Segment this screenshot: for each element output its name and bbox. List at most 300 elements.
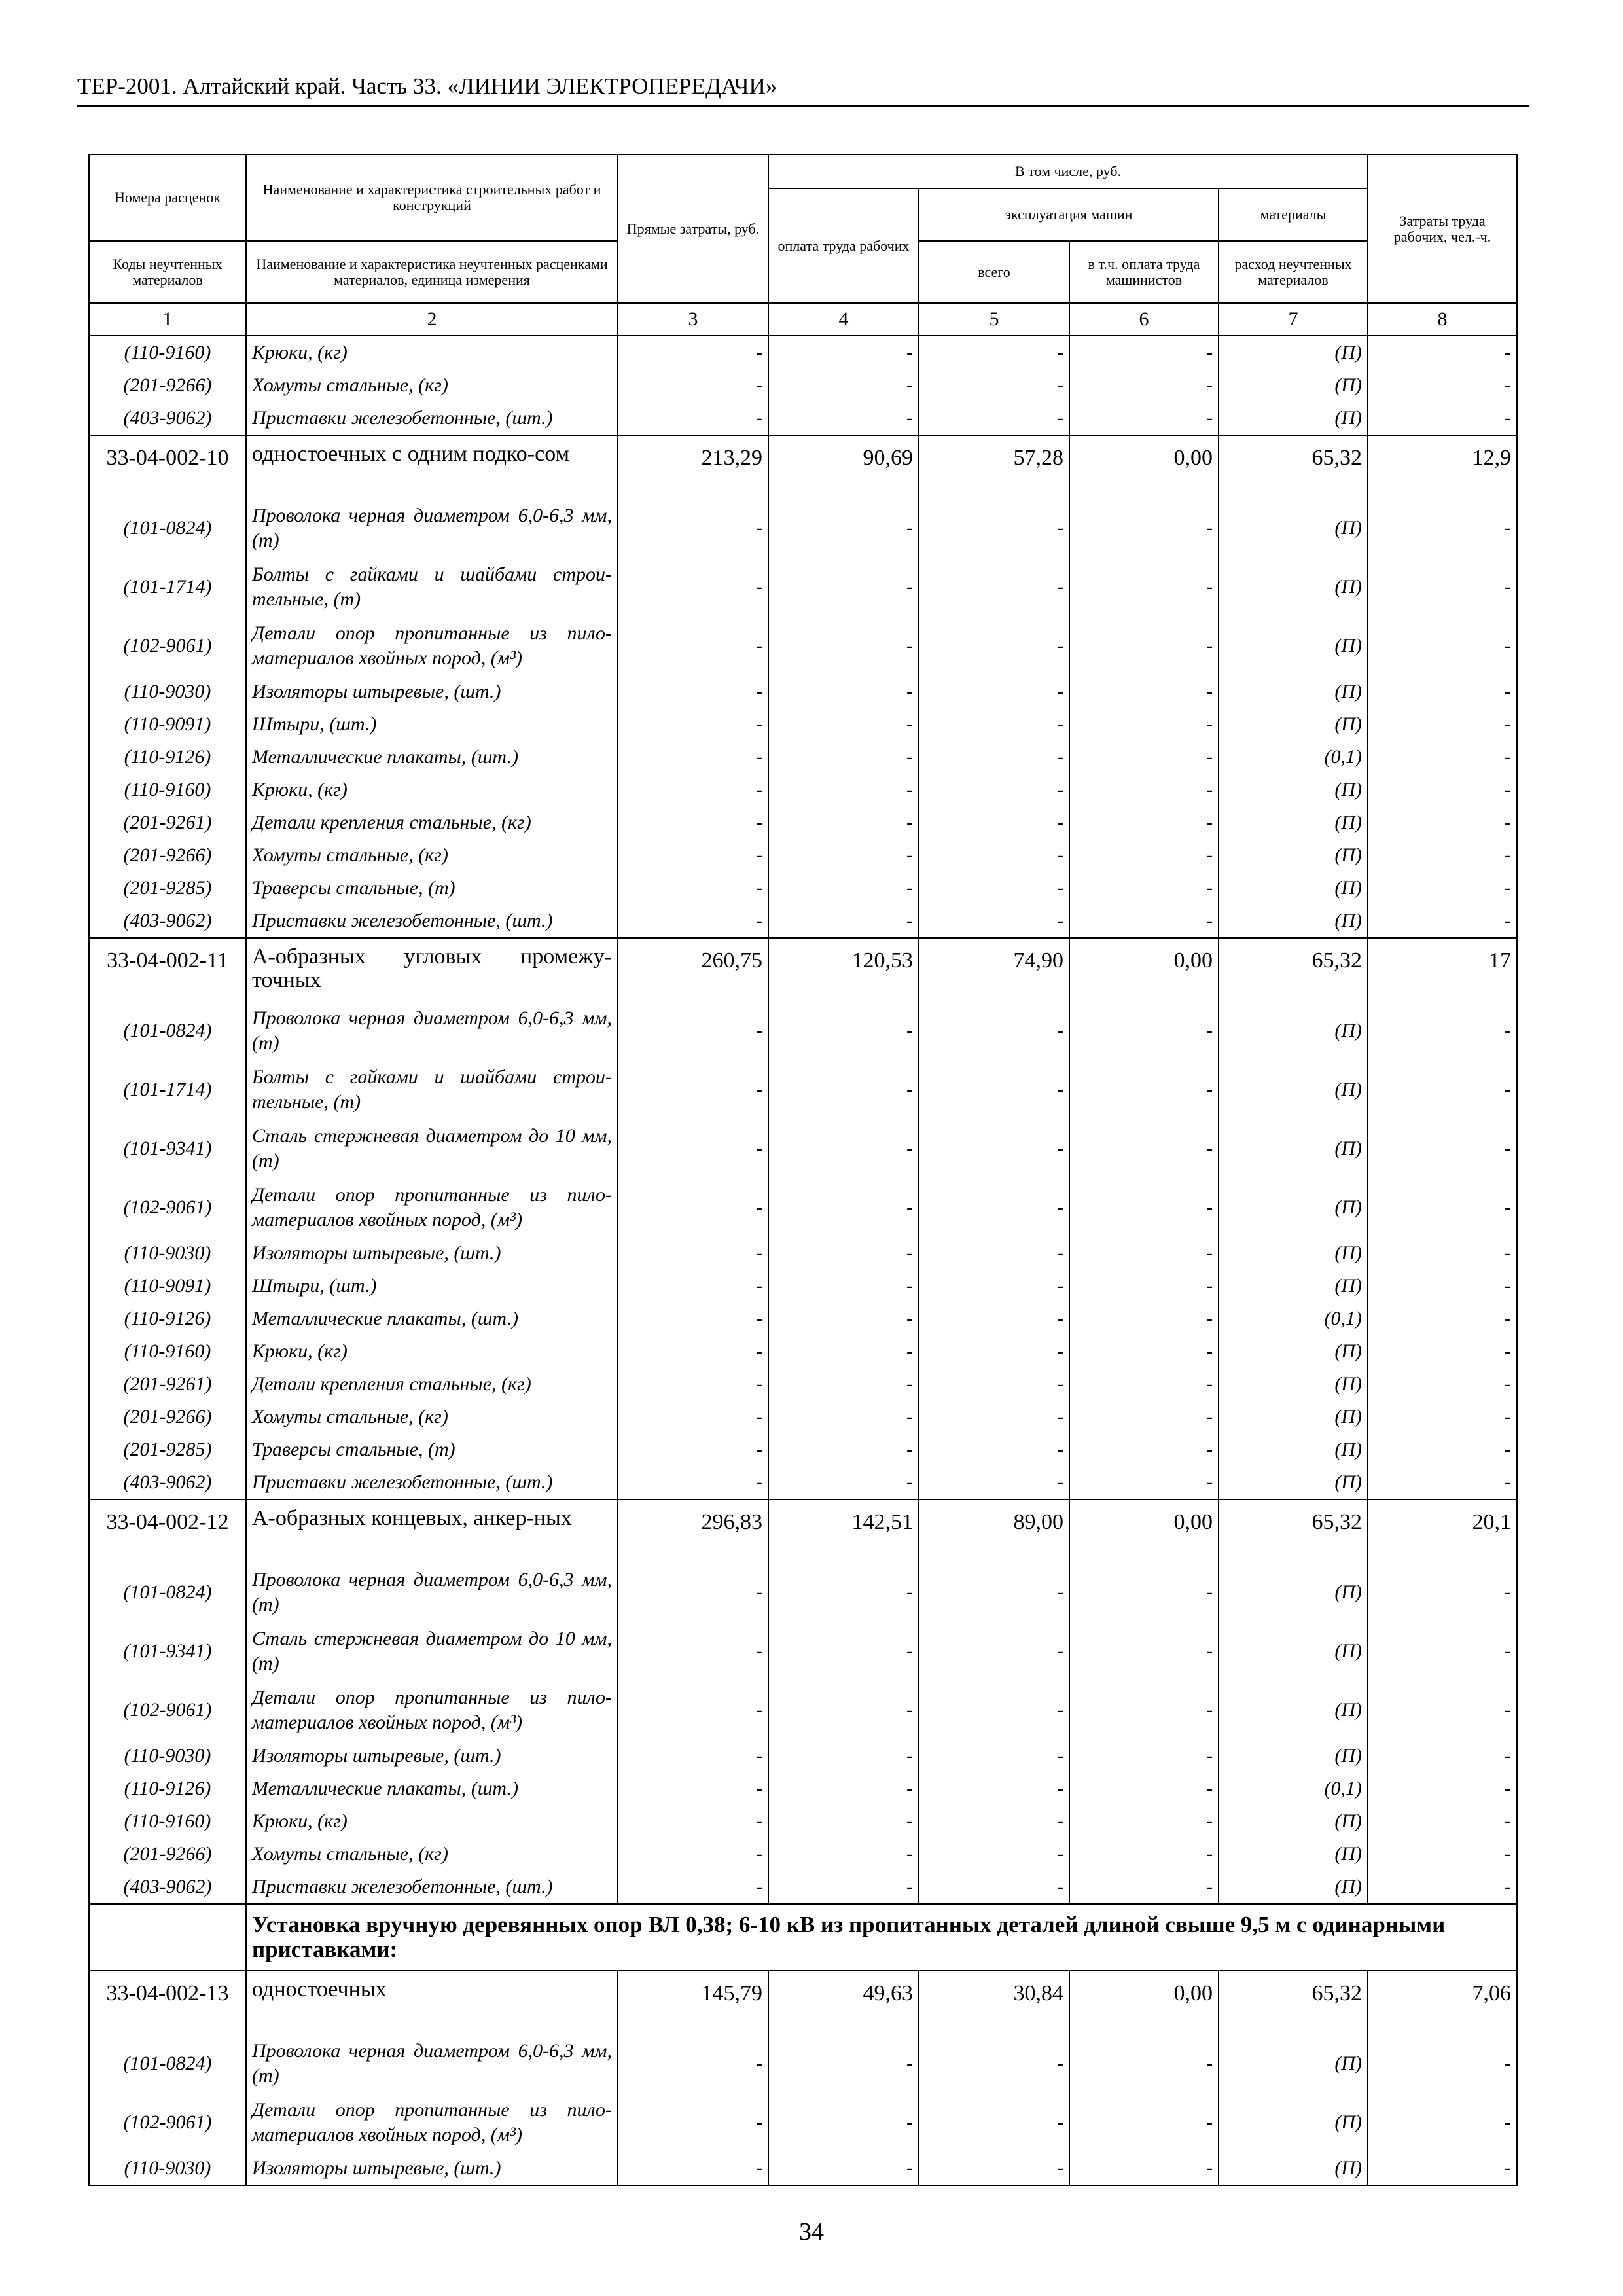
empty-value-dash: - <box>768 558 919 617</box>
empty-value-dash: - <box>1069 1401 1219 1433</box>
empty-value-dash: - <box>1069 741 1219 774</box>
material-name: Детали опор пропитанные из пило-материалов хвойных пород, (м³) <box>246 1178 618 1237</box>
empty-value-dash: - <box>919 1178 1069 1237</box>
machinist-pay-value: 0,00 <box>1069 1499 1219 1563</box>
empty-value-dash: - <box>919 558 1069 617</box>
empty-value-dash: - <box>618 1740 768 1772</box>
material-consumption: (П) <box>1219 774 1368 806</box>
empty-value-dash: - <box>1368 806 1517 839</box>
empty-value-dash: - <box>1069 1772 1219 1805</box>
table-head <box>89 154 1517 336</box>
empty-value-dash: - <box>768 741 919 774</box>
empty-value-dash: - <box>1069 1119 1219 1178</box>
material-code: (110-9126) <box>89 741 246 774</box>
rate-name: одностоечных <box>246 1971 618 2034</box>
material-consumption: (П) <box>1219 1433 1368 1466</box>
material-code: (110-9160) <box>89 1805 246 1838</box>
empty-value-dash: - <box>768 872 919 905</box>
empty-value-dash: - <box>919 336 1069 369</box>
empty-value-dash: - <box>618 1681 768 1740</box>
empty-value-dash: - <box>1368 336 1517 369</box>
empty-value-dash: - <box>919 369 1069 402</box>
empty-value-dash: - <box>768 1401 919 1433</box>
empty-value-dash: - <box>1069 708 1219 741</box>
material-name: Болты с гайками и шайбами строи-тельные, (т) <box>246 1060 618 1119</box>
material-name: Детали опор пропитанные из пило-материалов хвойных пород, (м³) <box>246 2093 618 2152</box>
empty-value-dash: - <box>1368 1001 1517 1060</box>
document-title: ТЕР-2001. Алтайский край. Часть 33. «ЛИНИИ ЭЛЕКТРОПЕРЕДАЧИ» <box>77 73 777 99</box>
material-name: Сталь стержневая диаметром до 10 мм, (т) <box>246 1622 618 1681</box>
empty-value-dash: - <box>1069 1237 1219 1270</box>
header-unaccounted-materials: расход неучтенных материалов <box>1219 241 1368 303</box>
empty-value-dash: - <box>768 905 919 938</box>
empty-value-dash: - <box>618 806 768 839</box>
material-row <box>89 1838 1517 1871</box>
material-row <box>89 1871 1517 1904</box>
empty-value-dash: - <box>618 402 768 435</box>
empty-value-dash: - <box>618 2034 768 2093</box>
material-consumption: (П) <box>1219 2093 1368 2152</box>
labor-pay-value: 49,63 <box>768 1971 919 2034</box>
empty-value-dash: - <box>618 1270 768 1302</box>
empty-value-dash: - <box>618 2093 768 2152</box>
empty-value-dash: - <box>919 1622 1069 1681</box>
material-name: Приставки железобетонные, (шт.) <box>246 402 618 435</box>
empty-value-dash: - <box>1069 558 1219 617</box>
empty-value-dash: - <box>1069 1302 1219 1335</box>
empty-value-dash: - <box>768 1772 919 1805</box>
material-consumption: (П) <box>1219 1466 1368 1499</box>
material-consumption: (П) <box>1219 617 1368 675</box>
empty-value-dash: - <box>1069 2093 1219 2152</box>
empty-value-dash: - <box>618 1466 768 1499</box>
material-name: Штыри, (шт.) <box>246 1270 618 1302</box>
empty-value-dash: - <box>919 741 1069 774</box>
empty-value-dash: - <box>1069 839 1219 872</box>
empty-value-dash: - <box>1069 2152 1219 2185</box>
empty-value-dash: - <box>768 336 919 369</box>
empty-value-dash: - <box>618 1401 768 1433</box>
empty-value-dash: - <box>919 2034 1069 2093</box>
direct-costs-value: 213,29 <box>618 435 768 499</box>
empty-value-dash: - <box>1368 1805 1517 1838</box>
material-code: (201-9261) <box>89 1368 246 1401</box>
column-number: 8 <box>1368 303 1517 336</box>
material-code: (101-9341) <box>89 1622 246 1681</box>
material-consumption: (0,1) <box>1219 1772 1368 1805</box>
empty-value-dash: - <box>919 1270 1069 1302</box>
empty-value-dash: - <box>1069 369 1219 402</box>
empty-value-dash: - <box>618 558 768 617</box>
material-row <box>89 1302 1517 1335</box>
material-row <box>89 2152 1517 2185</box>
empty-value-dash: - <box>1069 1368 1219 1401</box>
empty-value-dash: - <box>768 1838 919 1871</box>
empty-value-dash: - <box>618 369 768 402</box>
material-name: Металлические плакаты, (шт.) <box>246 1302 618 1335</box>
empty-value-dash: - <box>919 905 1069 938</box>
material-name: Приставки железобетонные, (шт.) <box>246 1871 618 1904</box>
empty-value-dash: - <box>768 1270 919 1302</box>
empty-value-dash: - <box>919 1871 1069 1904</box>
material-row <box>89 402 1517 435</box>
material-consumption: (П) <box>1219 558 1368 617</box>
material-consumption: (П) <box>1219 1119 1368 1178</box>
empty-value-dash: - <box>1069 1563 1219 1622</box>
material-code: (102-9061) <box>89 617 246 675</box>
material-name: Изоляторы штыревые, (шт.) <box>246 2152 618 2185</box>
section-heading-row <box>89 1904 1517 1971</box>
material-row <box>89 1119 1517 1178</box>
material-consumption: (П) <box>1219 806 1368 839</box>
material-code: (101-9341) <box>89 1119 246 1178</box>
empty-value-dash: - <box>1069 905 1219 938</box>
empty-value-dash: - <box>768 2152 919 2185</box>
empty-value-dash: - <box>618 1805 768 1838</box>
material-code: (201-9266) <box>89 1838 246 1871</box>
empty-value-dash: - <box>768 1178 919 1237</box>
empty-value-dash: - <box>1069 2034 1219 2093</box>
material-code: (110-9030) <box>89 2152 246 2185</box>
header-materials: материалы <box>1219 188 1368 241</box>
labor-hours-value: 17 <box>1368 938 1517 1001</box>
empty-value-dash: - <box>919 617 1069 675</box>
header-col1-bottom: Коды неучтенных материалов <box>89 241 246 303</box>
material-code: (110-9030) <box>89 675 246 708</box>
machines-total-value: 74,90 <box>919 938 1069 1001</box>
empty-value-dash: - <box>768 708 919 741</box>
materials-value: 65,32 <box>1219 1499 1368 1563</box>
material-row <box>89 1622 1517 1681</box>
empty-value-dash: - <box>1368 1119 1517 1178</box>
empty-value-dash: - <box>1368 774 1517 806</box>
empty-value-dash: - <box>768 1335 919 1368</box>
empty-value-dash: - <box>1368 1681 1517 1740</box>
empty-value-dash: - <box>768 839 919 872</box>
material-consumption: (П) <box>1219 839 1368 872</box>
empty-value-dash: - <box>919 1681 1069 1740</box>
material-consumption: (П) <box>1219 1563 1368 1622</box>
materials-value: 65,32 <box>1219 435 1368 499</box>
section-heading: Установка вручную деревянных опор ВЛ 0,38; 6-10 кВ из пропитанных деталей длиной свыше 9,5 м с одинарными приставками: <box>246 1904 1517 1971</box>
material-row <box>89 1681 1517 1740</box>
material-row <box>89 1237 1517 1270</box>
machines-total-value: 57,28 <box>919 435 1069 499</box>
material-row <box>89 2034 1517 2093</box>
empty-value-dash: - <box>1069 1871 1219 1904</box>
direct-costs-value: 260,75 <box>618 938 768 1001</box>
empty-value-dash: - <box>1368 1401 1517 1433</box>
empty-value-dash: - <box>1069 675 1219 708</box>
empty-value-dash: - <box>919 774 1069 806</box>
empty-value-dash: - <box>768 1681 919 1740</box>
empty-value-dash: - <box>618 617 768 675</box>
empty-value-dash: - <box>1368 617 1517 675</box>
material-name: Хомуты стальные, (кг) <box>246 1838 618 1871</box>
rate-row <box>89 435 1517 499</box>
material-consumption: (П) <box>1219 2034 1368 2093</box>
column-number: 3 <box>618 303 768 336</box>
empty-value-dash: - <box>618 741 768 774</box>
machinist-pay-value: 0,00 <box>1069 938 1219 1001</box>
empty-value-dash: - <box>1069 1433 1219 1466</box>
empty-value-dash: - <box>919 708 1069 741</box>
material-consumption: (П) <box>1219 402 1368 435</box>
material-consumption: (П) <box>1219 708 1368 741</box>
rate-row <box>89 938 1517 1001</box>
empty-value-dash: - <box>618 872 768 905</box>
empty-value-dash: - <box>919 1302 1069 1335</box>
empty-value-dash: - <box>1368 402 1517 435</box>
material-row <box>89 1805 1517 1838</box>
header-labor-pay: оплата труда рабочих <box>768 188 919 303</box>
material-code: (110-9160) <box>89 336 246 369</box>
rate-code: 33-04-002-13 <box>89 1971 246 2034</box>
empty-value-dash: - <box>1069 774 1219 806</box>
material-name: Изоляторы штыревые, (шт.) <box>246 1237 618 1270</box>
empty-value-dash: - <box>1368 1302 1517 1335</box>
empty-value-dash: - <box>768 402 919 435</box>
material-row <box>89 806 1517 839</box>
direct-costs-value: 145,79 <box>618 1971 768 2034</box>
material-row <box>89 872 1517 905</box>
empty-value-dash: - <box>618 1335 768 1368</box>
empty-value-dash: - <box>1368 1871 1517 1904</box>
empty-value-dash: - <box>919 499 1069 558</box>
rate-name: одностоечных с одним подко-сом <box>246 435 618 499</box>
material-name: Хомуты стальные, (кг) <box>246 839 618 872</box>
material-consumption: (П) <box>1219 1237 1368 1270</box>
material-code: (101-1714) <box>89 1060 246 1119</box>
empty-value-dash: - <box>618 1001 768 1060</box>
empty-value-dash: - <box>919 839 1069 872</box>
column-number: 2 <box>246 303 618 336</box>
material-consumption: (П) <box>1219 1871 1368 1904</box>
empty-value-dash: - <box>1069 617 1219 675</box>
material-row <box>89 774 1517 806</box>
empty-value-dash: - <box>1069 1838 1219 1871</box>
empty-value-dash: - <box>1368 1740 1517 1772</box>
empty-value-dash: - <box>1069 1270 1219 1302</box>
empty-value-dash: - <box>768 1433 919 1466</box>
material-row <box>89 1368 1517 1401</box>
material-code: (201-9261) <box>89 806 246 839</box>
machines-total-value: 30,84 <box>919 1971 1069 2034</box>
material-row <box>89 1401 1517 1433</box>
empty-value-dash: - <box>768 1237 919 1270</box>
material-code: (110-9030) <box>89 1237 246 1270</box>
material-consumption: (0,1) <box>1219 1302 1368 1335</box>
material-name: Траверсы стальные, (т) <box>246 1433 618 1466</box>
material-row <box>89 336 1517 369</box>
empty-value-dash: - <box>618 1178 768 1237</box>
material-name: Сталь стержневая диаметром до 10 мм, (т) <box>246 1119 618 1178</box>
material-name: Крюки, (кг) <box>246 336 618 369</box>
material-consumption: (0,1) <box>1219 741 1368 774</box>
empty-value-dash: - <box>1069 1740 1219 1772</box>
material-code: (110-9160) <box>89 774 246 806</box>
empty-value-dash: - <box>618 675 768 708</box>
material-name: Детали опор пропитанные из пило-материалов хвойных пород, (м³) <box>246 617 618 675</box>
empty-value-dash: - <box>919 1237 1069 1270</box>
empty-value-dash: - <box>1368 369 1517 402</box>
material-name: Приставки железобетонные, (шт.) <box>246 1466 618 1499</box>
empty-value-dash: - <box>919 1119 1069 1178</box>
empty-value-dash: - <box>919 872 1069 905</box>
material-name: Металлические плакаты, (шт.) <box>246 1772 618 1805</box>
material-consumption: (П) <box>1219 1401 1368 1433</box>
empty-value-dash: - <box>768 774 919 806</box>
empty-value-dash: - <box>618 336 768 369</box>
labor-pay-value: 90,69 <box>768 435 919 499</box>
column-numbers-row <box>89 303 1517 336</box>
empty-value-dash: - <box>618 774 768 806</box>
column-number: 4 <box>768 303 919 336</box>
empty-value-dash: - <box>919 1368 1069 1401</box>
empty-value-dash: - <box>1368 1237 1517 1270</box>
machinist-pay-value: 0,00 <box>1069 1971 1219 2034</box>
materials-value: 65,32 <box>1219 1971 1368 2034</box>
empty-value-dash: - <box>768 1119 919 1178</box>
empty-value-dash: - <box>919 1563 1069 1622</box>
empty-value-dash: - <box>1368 2093 1517 2152</box>
empty-value-dash: - <box>618 1838 768 1871</box>
empty-value-dash: - <box>919 1466 1069 1499</box>
column-number: 1 <box>89 303 246 336</box>
empty-value-dash: - <box>1368 499 1517 558</box>
empty-value-dash: - <box>618 1368 768 1401</box>
empty-value-dash: - <box>768 1001 919 1060</box>
material-code: (403-9062) <box>89 905 246 938</box>
empty-value-dash: - <box>1368 1433 1517 1466</box>
material-consumption: (П) <box>1219 1270 1368 1302</box>
empty-value-dash: - <box>768 1622 919 1681</box>
material-code: (403-9062) <box>89 402 246 435</box>
empty-value-dash: - <box>919 1335 1069 1368</box>
material-row <box>89 1772 1517 1805</box>
material-row <box>89 1466 1517 1499</box>
empty-value-dash: - <box>618 1772 768 1805</box>
header-labor-hours: Затраты труда рабочих, чел.-ч. <box>1368 154 1517 303</box>
machinist-pay-value: 0,00 <box>1069 435 1219 499</box>
material-row <box>89 369 1517 402</box>
empty-value-dash: - <box>919 1060 1069 1119</box>
labor-pay-value: 142,51 <box>768 1499 919 1563</box>
material-row <box>89 1060 1517 1119</box>
empty-value-dash: - <box>768 369 919 402</box>
empty-value-dash: - <box>618 708 768 741</box>
material-code: (101-0824) <box>89 2034 246 2093</box>
empty-value-dash: - <box>1368 558 1517 617</box>
empty-value-dash: - <box>919 1805 1069 1838</box>
empty-value-dash: - <box>768 1060 919 1119</box>
empty-value-dash: - <box>1368 1772 1517 1805</box>
material-row <box>89 741 1517 774</box>
material-name: Болты с гайками и шайбами строи-тельные, (т) <box>246 558 618 617</box>
empty-value-dash: - <box>768 617 919 675</box>
material-code: (110-9091) <box>89 708 246 741</box>
material-name: Траверсы стальные, (т) <box>246 872 618 905</box>
material-name: Детали опор пропитанные из пило-материалов хвойных пород, (м³) <box>246 1681 618 1740</box>
empty-value-dash: - <box>919 1001 1069 1060</box>
empty-value-dash: - <box>1069 872 1219 905</box>
empty-value-dash: - <box>618 905 768 938</box>
empty-value-dash: - <box>618 499 768 558</box>
material-code: (201-9285) <box>89 872 246 905</box>
empty-value-dash: - <box>768 675 919 708</box>
material-row <box>89 839 1517 872</box>
labor-pay-value: 120,53 <box>768 938 919 1001</box>
material-code: (101-0824) <box>89 1001 246 1060</box>
material-consumption: (П) <box>1219 905 1368 938</box>
material-row <box>89 675 1517 708</box>
empty-value-dash: - <box>1368 1622 1517 1681</box>
material-name: Изоляторы штыревые, (шт.) <box>246 1740 618 1772</box>
empty-value-dash: - <box>618 1302 768 1335</box>
material-consumption: (П) <box>1219 1368 1368 1401</box>
empty-value-dash: - <box>1368 1335 1517 1368</box>
empty-value-dash: - <box>1368 2152 1517 2185</box>
material-consumption: (П) <box>1219 2152 1368 2185</box>
material-row <box>89 1335 1517 1368</box>
header-direct-costs: Прямые затраты, руб. <box>618 154 768 303</box>
material-code: (101-0824) <box>89 499 246 558</box>
material-code: (101-0824) <box>89 1563 246 1622</box>
rate-name: А-образных угловых промежу-точных <box>246 938 618 1001</box>
empty-value-dash: - <box>618 1871 768 1904</box>
empty-value-dash: - <box>1368 2034 1517 2093</box>
empty-value-dash: - <box>618 1119 768 1178</box>
material-consumption: (П) <box>1219 1178 1368 1237</box>
material-code: (102-9061) <box>89 1178 246 1237</box>
empty-value-dash: - <box>768 806 919 839</box>
material-consumption: (П) <box>1219 336 1368 369</box>
empty-value-dash: - <box>1368 741 1517 774</box>
rate-row <box>89 1971 1517 2034</box>
header-col2-top: Наименование и характеристика строительных работ и конструкций <box>246 154 618 241</box>
material-name: Изоляторы штыревые, (шт.) <box>246 675 618 708</box>
header-machines: эксплуатация машин <box>919 188 1219 241</box>
material-row <box>89 558 1517 617</box>
material-name: Приставки железобетонные, (шт.) <box>246 905 618 938</box>
labor-hours-value: 7,06 <box>1368 1971 1517 2034</box>
material-name: Детали крепления стальные, (кг) <box>246 806 618 839</box>
material-code: (403-9062) <box>89 1871 246 1904</box>
header-col1-top: Номера расценок <box>89 154 246 241</box>
empty-value-dash: - <box>1069 1178 1219 1237</box>
empty-value-dash: - <box>1069 1622 1219 1681</box>
rates-table <box>88 154 1518 2186</box>
material-code: (110-9126) <box>89 1302 246 1335</box>
empty-value-dash: - <box>768 2093 919 2152</box>
material-code: (201-9285) <box>89 1433 246 1466</box>
material-row <box>89 905 1517 938</box>
material-consumption: (П) <box>1219 1740 1368 1772</box>
material-row <box>89 1740 1517 1772</box>
empty-value-dash: - <box>768 1563 919 1622</box>
empty-value-dash: - <box>919 402 1069 435</box>
empty-value-dash: - <box>768 499 919 558</box>
header-machines-total: всего <box>919 241 1069 303</box>
material-consumption: (П) <box>1219 1335 1368 1368</box>
material-code: (110-9160) <box>89 1335 246 1368</box>
empty-value-dash: - <box>1368 708 1517 741</box>
empty-value-dash: - <box>618 1237 768 1270</box>
empty-value-dash: - <box>1368 1466 1517 1499</box>
material-row <box>89 1178 1517 1237</box>
material-name: Проволока черная диаметром 6,0-6,3 мм, (т) <box>246 1001 618 1060</box>
page-number: 34 <box>799 2218 824 2246</box>
